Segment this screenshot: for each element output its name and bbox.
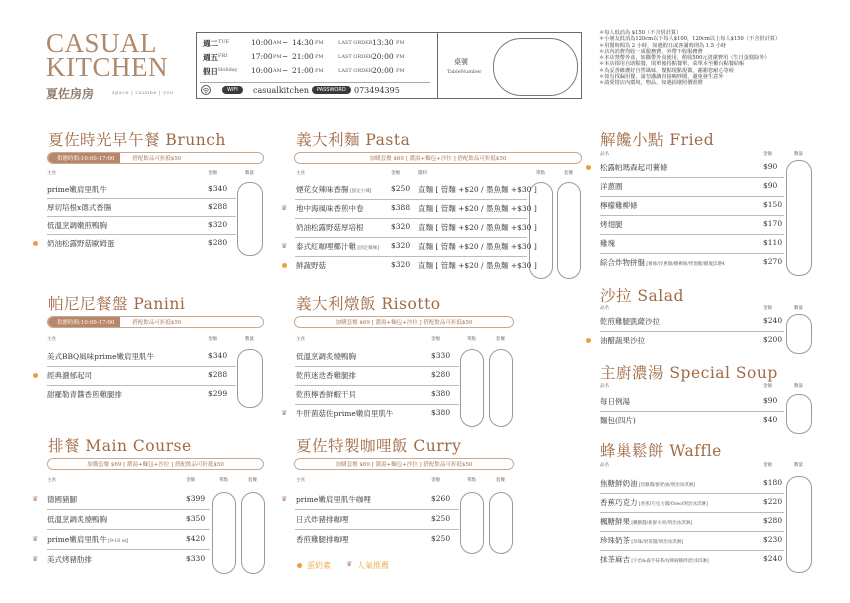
panini-item-name: 經典濃郁起司: [47, 371, 92, 380]
main_course-item-name: prime嫩肩里肌牛 [9-10 oz]: [47, 535, 129, 544]
fried-item-price: $90: [763, 181, 778, 190]
brunch-item-name: 奶油松露野菇歐姆蛋: [47, 239, 115, 248]
main_course-header-name: 主食: [47, 478, 56, 483]
pasta-header-sauce: 醬料: [418, 171, 427, 176]
note-item: ＊每人低消為 $150（不含併計算）: [599, 30, 682, 36]
hours-open: 10:00: [251, 38, 273, 47]
veg-dot-icon: [33, 373, 38, 378]
crown-icon: ♛: [281, 204, 288, 212]
hours-close-unit: PM: [315, 54, 324, 60]
pasta-header-name: 主食: [296, 171, 305, 176]
note-item: ＊小朋友低消為120cm以下每人$100，120cm以上每人$150（不含併計算）: [599, 36, 781, 43]
pasta-item-name: 奶油松露野菇厚培根: [296, 223, 364, 232]
salad-row-divider: [600, 331, 784, 332]
brunch-item-price: $340: [208, 184, 228, 193]
salad-title: 沙拉 Salad: [600, 287, 684, 305]
main-course-banner: 加購套餐 $69 [ 濃湯+麵包+沙拉 ] 搭配飲品可折抵$50: [47, 458, 264, 470]
waffle-header-qty: 數量: [794, 463, 803, 468]
brunch-item-price: $320: [208, 220, 228, 229]
curry-row-divider: [295, 509, 459, 510]
risotto-row-divider: [295, 366, 459, 367]
waffle-item-name: 香蕉巧克力 [香蕉/巧克力醬/Oreo/明治冰淇淋]: [600, 498, 708, 507]
brunch-title: 夏佐時光早午餐 Brunch: [48, 131, 226, 149]
note-item: ＊本店禁帶外食，如攜帶外食使用，酌收500元清潔費用（生日蛋糕除外）: [599, 55, 770, 62]
hours-dash: ~: [282, 38, 289, 47]
risotto-header-price: 金額: [431, 337, 440, 342]
legend-popular: 人氣推薦: [357, 561, 389, 570]
hours-close-unit: PM: [315, 40, 324, 46]
note-item: ＊如有找漏用餐，請勿講講直接嘀吵鬧，避免發生意外: [599, 74, 724, 81]
table-label-en: TableNumber: [447, 69, 482, 75]
curry-header-price: 金額: [431, 478, 440, 483]
soup-title: 主廚濃湯 Special Soup: [600, 364, 778, 382]
panini-header-price: 金額: [208, 337, 217, 342]
main_course-set-column[interactable]: [241, 492, 265, 574]
waffle-item-name: 楓糖鮮果 [楓糖醬/新鮮水果/明治冰淇淋]: [600, 517, 692, 526]
fried-item-price: $110: [763, 238, 783, 247]
panini-item-price: $340: [208, 351, 228, 360]
brunch-banner: [47, 152, 264, 164]
main_course-item-name: 美式烤豬肋排: [47, 555, 92, 564]
salad-item-price: $200: [763, 335, 783, 344]
curry-single-column[interactable]: [460, 492, 484, 554]
brand-tagline: space | cuisine | you: [112, 90, 174, 96]
waffle-header-name: 品名: [600, 463, 609, 468]
fried-item-price: $270: [763, 257, 783, 266]
pasta-banner: 加購套餐 $69 [ 濃湯+麵包+沙拉 ] 搭配飲品可折抵$50: [294, 152, 582, 164]
waffle-header-price: 金額: [763, 463, 772, 468]
crown-icon: ♛: [281, 242, 288, 250]
hours-day: 假日: [203, 67, 218, 76]
pasta-header-price: 金額: [391, 171, 400, 176]
main_course-row-divider: [47, 529, 210, 530]
veg-dot-icon: [586, 165, 591, 170]
main-course-title: 排餐 Main Course: [48, 437, 192, 455]
panini-qty-column[interactable]: [237, 349, 263, 408]
brunch-qty-column[interactable]: [237, 182, 263, 256]
panini-item-price: $288: [208, 370, 228, 379]
fried-item-name: 檸檬雞柳條: [600, 201, 638, 210]
soup-item-price: $40: [763, 415, 778, 424]
last-order-unit: PM: [396, 40, 405, 46]
fried-row-divider: [600, 234, 784, 235]
brunch-row-divider: [47, 198, 236, 199]
table-label: 桌號: [454, 58, 468, 66]
panini-banner: [47, 316, 264, 328]
soup-item-name: 麵包(四片): [600, 416, 636, 425]
main_course-item-price: $330: [186, 554, 206, 563]
hours-dash: ~: [282, 66, 289, 75]
note-item: ＊用餐時間為 2 小時，如遇假日或客滿時則為 1.5 小時: [599, 42, 727, 49]
crown-icon: ♛: [32, 535, 39, 543]
pasta-item-price: $250: [391, 184, 411, 193]
curry-header-set: 套餐: [496, 478, 505, 483]
waffle-item-price: $230: [763, 535, 783, 544]
main_course-row-divider: [47, 509, 210, 510]
risotto-item-name: 牛肝菌菇佐prime嫩肩里肌牛: [296, 409, 394, 418]
pasta-item-sauce: 直麵 [ 管麵 +$20 / 墨魚麵 +$30 ]: [418, 185, 537, 194]
pasta-item-sauce: 直麵 [ 管麵 +$20 / 墨魚麵 +$30 ]: [418, 242, 537, 251]
brunch-item-name: 低溫烹調嫩煎鴨胸: [47, 221, 107, 230]
pasta-item-name: 煙花女辣味香腸 [固定小辣]: [296, 185, 372, 194]
crown-icon: ♛: [32, 555, 39, 563]
risotto-header-set: 套餐: [496, 337, 505, 342]
password-label: PASSWORD: [312, 86, 351, 94]
last-order-label: LAST ORDER: [338, 54, 373, 60]
brunch-row-divider: [47, 234, 236, 235]
fried-row-divider: [600, 196, 784, 197]
wifi-icon: [201, 85, 211, 95]
brunch-header-name: 主食: [47, 171, 56, 176]
panini-banner-text: 搭配飲品可折抵$50: [132, 320, 182, 326]
pasta-item-name: 泰式紅咖哩椰汁雞 [固定微辣]: [296, 242, 379, 251]
last-order-unit: PM: [396, 54, 405, 60]
salad-header-price: 金額: [763, 306, 772, 311]
main_course-item-price: $399: [186, 494, 206, 503]
pasta-item-price: $320: [391, 260, 411, 269]
note-item: ＊本店採用自助點餐，填單後持點餐單，菜單本至櫃台點餐結帳: [599, 61, 745, 68]
risotto-header-name: 主食: [296, 337, 305, 342]
crown-icon: ♛: [281, 495, 288, 503]
table-number-field[interactable]: [493, 38, 578, 96]
brunch-item-price: $280: [208, 238, 228, 247]
risotto-item-price: $330: [431, 351, 451, 360]
fried-item-price: $150: [763, 200, 783, 209]
fried-header-name: 品名: [600, 152, 609, 157]
soup-row-divider: [600, 411, 784, 412]
curry-header-single: 單點: [467, 478, 476, 483]
crown-icon: ♛: [281, 409, 288, 417]
pasta-item-price: $320: [391, 241, 411, 250]
brunch-item-price: $288: [208, 202, 228, 211]
risotto-title: 義大利燉飯 Risotto: [296, 295, 441, 313]
fried-title: 解饞小點 Fried: [600, 131, 715, 149]
hours-open-unit: AM: [273, 40, 282, 46]
pasta-row-divider: [295, 218, 527, 219]
veg-dot-icon: [297, 563, 302, 568]
waffle-item-name: 焦糖鮮奶油 [焦糖醬/鮮奶油/明治冰淇淋]: [600, 479, 695, 488]
hours-close: 21:00: [292, 52, 314, 61]
pasta-item-name: 鮮蔬野菇: [296, 261, 326, 270]
panini-item-price: $299: [208, 389, 228, 398]
salad-item-name: 油醋蔬果沙拉: [600, 336, 645, 345]
hours-day: 週五: [203, 53, 218, 62]
waffle-row-divider: [600, 550, 784, 551]
pasta-title: 義大利麵 Pasta: [296, 131, 411, 149]
waffle-item-note: [焦糖醬/鮮奶油/明治冰淇淋]: [637, 483, 695, 488]
risotto-single-column[interactable]: [460, 349, 484, 427]
veg-dot-icon: [586, 338, 591, 343]
curry-item-name: prime嫩肩里肌牛咖哩: [296, 495, 371, 504]
fried-item-price: $170: [763, 219, 783, 228]
curry-item-price: $260: [431, 494, 451, 503]
curry-set-column[interactable]: [489, 492, 513, 554]
fried-header-price: 金額: [763, 152, 772, 157]
hours-dash: ~: [282, 52, 289, 61]
main_course-item-note: [9-10 oz]: [106, 539, 129, 544]
salad-item-price: $240: [763, 316, 783, 325]
wifi-label: WIFI: [222, 86, 243, 94]
pasta-row-divider: [295, 237, 527, 238]
risotto-item-name: 乾煎檸香鮮蝦干貝: [296, 390, 356, 399]
curry-banner: 加購套餐 $69 [ 濃湯+麵包+沙拉 ] 搭配飲品可折抵$50: [294, 458, 514, 470]
veg-dot-icon: [33, 241, 38, 246]
main_course-item-price: $350: [186, 514, 206, 523]
pasta-row-divider: [295, 199, 527, 200]
waffle-row-divider: [600, 512, 784, 513]
brand-line2: KITCHEN: [46, 52, 168, 82]
wifi-password: 073494395: [354, 86, 400, 95]
fried-header-qty: 數量: [794, 152, 803, 157]
fried-item-name: 松露帕瑪森起司薯條: [600, 163, 668, 172]
pasta-item-note: [固定微辣]: [356, 246, 379, 251]
curry-row-divider: [295, 529, 459, 530]
last-order-label: LAST ORDER: [338, 68, 373, 74]
soup-header-qty: 數量: [794, 384, 803, 389]
waffle-item-name: 抹茶麻吉 [宇治&森半抹茶/Q彈麻糬/明治冰淇淋]: [600, 555, 709, 564]
risotto-row-divider: [295, 404, 459, 405]
waffle-title: 蜂巢鬆餅 Waffle: [600, 442, 722, 460]
waffle-item-note: [宇治&森半抹茶/Q彈麻糬/明治冰淇淋]: [630, 559, 709, 564]
main_course-row-divider: [47, 549, 210, 550]
panini-header-qty: 數量: [245, 337, 254, 342]
brunch-header-qty: 數量: [245, 171, 254, 176]
panini-row-divider: [47, 385, 236, 386]
pasta-item-sauce: 直麵 [ 管麵 +$20 / 墨魚麵 +$30 ]: [418, 223, 537, 232]
hours-day: 週二: [203, 39, 218, 48]
hours-open: 17:00: [251, 52, 273, 61]
brunch-header-price: 金額: [208, 171, 217, 176]
waffle-item-note: [楓糖醬/新鮮水果/明治冰淇淋]: [630, 521, 692, 526]
waffle-row-divider: [600, 531, 784, 532]
risotto-item-name: 低溫烹調炙燒鴨胸: [296, 352, 356, 361]
note-item: ＊為妥善維護好自然風味，餐點現點現做，謝謝您耐心等候: [599, 67, 734, 74]
curry-title: 夏佐特製咖哩飯 Curry: [296, 437, 462, 455]
soup-header-price: 金額: [763, 384, 772, 389]
hours-day-en: FRI: [218, 53, 228, 59]
waffle-item-price: $180: [763, 478, 783, 487]
risotto-set-column[interactable]: [489, 349, 513, 427]
panini-row-divider: [47, 366, 236, 367]
fried-row-divider: [600, 253, 784, 254]
curry-item-name: 香煎雞腿排咖哩: [296, 535, 349, 544]
risotto-item-price: $280: [431, 370, 451, 379]
risotto-header-single: 單點: [467, 337, 476, 342]
crown-icon: ♛: [346, 560, 353, 568]
panini-item-name: 美式BBQ風味prime嫩肩里肌牛: [47, 352, 155, 361]
curry-header-name: 主食: [296, 478, 305, 483]
fried-qty-column[interactable]: [786, 160, 812, 276]
fried-item-name: 洋蔥圈: [600, 182, 623, 191]
wifi-name: casualkitchen: [253, 86, 309, 95]
salad-header-name: 品名: [600, 306, 609, 311]
fried-item-note: [薯條/洋蔥圈/雞柳條/烤翅腿/雞塊]5選4: [645, 262, 725, 267]
main_course-item-name: 低溫烹調炙燒鴨胸: [47, 515, 107, 524]
risotto-item-price: $380: [431, 408, 451, 417]
risotto-banner: 加購套餐 $69 [ 濃湯+麵包+沙拉 ] 搭配飲品可折抵$50: [294, 316, 514, 328]
brunch-banner-time: 供應時間:10:00-17:00: [48, 153, 120, 163]
pasta-item-price: $320: [391, 222, 411, 231]
waffle-item-name: 珍珠奶茶 [珍珠/奶茶醬/明治冰淇淋]: [600, 536, 683, 545]
brunch-item-name: 厚切培根x德式香腸: [47, 203, 112, 212]
main_course-header-price: 金額: [186, 478, 195, 483]
main_course-item-price: $420: [186, 534, 206, 543]
waffle-item-note: [香蕉/巧克力醬/Oreo/明治冰淇淋]: [637, 502, 708, 507]
main_course-header-set: 套餐: [248, 478, 257, 483]
curry-item-price: $250: [431, 514, 451, 523]
panini-title: 帕尼尼餐盤 Panini: [48, 295, 186, 313]
brunch-item-name: prime嫩肩里肌牛: [47, 185, 107, 194]
soup-item-price: $90: [763, 396, 778, 405]
pasta-header-set: 套餐: [564, 171, 573, 176]
salad-item-name: 乾煎雞腿凱薩沙拉: [600, 317, 660, 326]
legend-veg: 蛋奶素: [307, 561, 331, 570]
last-order-unit: PM: [396, 68, 405, 74]
panini-banner-time: 供應時間:10:00-17:00: [48, 317, 120, 327]
waffle-row-divider: [600, 493, 784, 494]
fried-item-name: 綜合炸物拼盤 [薯條/洋蔥圈/雞柳條/烤翅腿/雞塊]5選4: [600, 258, 725, 267]
risotto-row-divider: [295, 385, 459, 386]
hours-open: 10:00: [251, 66, 273, 75]
last-order-time: 20:00: [372, 66, 394, 75]
waffle-item-note: [珍珠/奶茶醬/明治冰淇淋]: [630, 540, 683, 545]
risotto-item-price: $380: [431, 389, 451, 398]
hours-day-en: TUE: [218, 39, 230, 45]
brunch-row-divider: [47, 216, 236, 217]
pasta-item-note: [固定小辣]: [348, 189, 372, 194]
panini-header-name: 主食: [47, 337, 56, 342]
pasta-row-divider: [295, 256, 527, 257]
brand-chinese: 夏佐房房: [46, 87, 95, 101]
pasta-item-name: 地中海風味香煎中卷: [296, 204, 364, 213]
curry-item-price: $250: [431, 534, 451, 543]
brand-line1: CASUAL: [46, 28, 158, 58]
soup-qty-column[interactable]: [786, 394, 812, 434]
fried-item-price: $90: [763, 162, 778, 171]
fried-row-divider: [600, 215, 784, 216]
waffle-item-price: $240: [763, 554, 783, 563]
hours-open-unit: PM: [273, 54, 282, 60]
risotto-item-name: 乾煎迷迭香雞腿排: [296, 371, 356, 380]
soup-header-name: 品名: [600, 384, 609, 389]
panini-item-name: 甜羅勒青醬香煎雞腿排: [47, 390, 122, 399]
veg-dot-icon: [282, 263, 287, 268]
hours-close: 14:30: [292, 38, 314, 47]
curry-item-name: 日式炸豬排咖哩: [296, 515, 349, 524]
note-item: ＊店內消費均收一成服務費，外帶不收服務費: [599, 48, 703, 55]
pasta-item-price: $388: [391, 203, 411, 212]
waffle-item-price: $280: [763, 516, 783, 525]
last-order-time: 20:00: [372, 52, 394, 61]
last-order-time: 13:30: [372, 38, 394, 47]
brunch-banner-text: 搭配飲品可折抵$50: [132, 156, 182, 162]
hours-open-unit: AM: [273, 68, 282, 74]
pasta-set-column[interactable]: [557, 182, 581, 279]
last-order-label: LAST ORDER: [338, 40, 373, 46]
fried-row-divider: [600, 177, 784, 178]
main_course-header-single: 單點: [219, 478, 228, 483]
main_course-item-name: 德國豬腳: [47, 495, 77, 504]
main_course-single-column[interactable]: [212, 492, 236, 574]
pasta-item-sauce: 直麵 [ 管麵 +$20 / 墨魚麵 +$30 ]: [418, 261, 537, 270]
waffle-qty-column[interactable]: [786, 476, 812, 573]
fried-item-name: 雞塊: [600, 239, 615, 248]
notes-list: [599, 30, 780, 87]
salad-qty-column[interactable]: [786, 314, 812, 354]
hours-close-unit: PM: [315, 68, 324, 74]
salad-header-qty: 數量: [794, 306, 803, 311]
hours-day-en: Holiday: [218, 67, 238, 73]
crown-icon: ♛: [32, 495, 39, 503]
pasta-header-single: 單點: [536, 171, 545, 176]
waffle-item-price: $220: [763, 497, 783, 506]
note-item: ＊請愛惜店內環境，物品，如遇損壞照價賠償: [599, 80, 703, 87]
fried-item-name: 烤翅腿: [600, 220, 623, 229]
hours-close: 21:00: [292, 66, 314, 75]
soup-item-name: 每日例湯: [600, 397, 630, 406]
pasta-item-sauce: 直麵 [ 管麵 +$20 / 墨魚麵 +$30 ]: [418, 204, 537, 213]
